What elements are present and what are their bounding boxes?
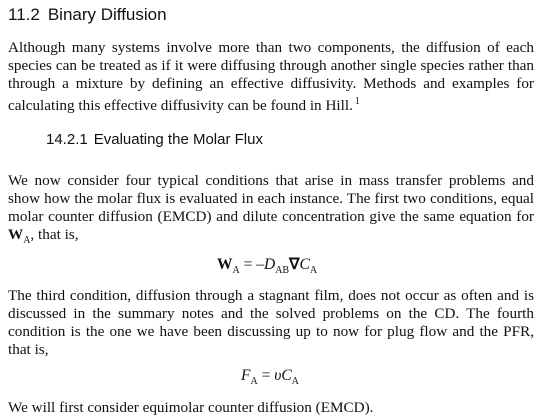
eq1-equals: = –: [239, 256, 264, 273]
eq2-equals: =: [257, 367, 275, 384]
section-title: Binary Diffusion: [47, 5, 167, 24]
eq1-concentration-subscript: A: [309, 265, 318, 276]
equation-plug-flow: [241, 367, 299, 387]
eq1-lhs-subscript: A: [232, 265, 240, 276]
subsection-title: Evaluating the Molar Flux: [93, 131, 263, 148]
paragraph-binary-diffusion: [8, 39, 534, 115]
eq2-velocity: υ: [274, 367, 282, 384]
paragraph-text: The third condition, diffusion through a stagnant film, does not occur as often and is discussed in the summary notes and the solved problems on the CD. The fourth condition is the one we have been discussing up to now for plug flow and the PFR, that is,: [8, 287, 534, 358]
eq2-concentration-subscript: A: [291, 376, 299, 387]
paragraph-text: We now consider four typical conditions that arise in mass transfer problems and show how the molar flux is evaluated in each instance. The first two conditions, equal molar counter diffusion (EMCD) and dilute concentration give the same equation for: [8, 172, 534, 225]
footnote-reference: 1: [354, 96, 360, 107]
paragraph-tail: , that is,: [30, 226, 79, 243]
eq2-lhs: F: [241, 367, 251, 384]
equation-emcd: [217, 255, 317, 276]
section-heading: [8, 5, 167, 25]
paragraph-text: We will first consider equimolar counter diffusion (EMCD).: [8, 399, 374, 416]
eq1-diffusivity: D: [263, 256, 276, 273]
eq1-concentration: C: [299, 256, 310, 273]
nabla-symbol: ∇: [289, 256, 300, 273]
eq1-diffusivity-subscript: AB: [275, 265, 290, 276]
flux-symbol: W: [8, 226, 24, 243]
eq1-lhs: W: [217, 256, 233, 273]
paragraph-molar-flux: [8, 172, 534, 250]
eq2-concentration: C: [281, 367, 292, 384]
flux-symbol-subscript: A: [23, 235, 31, 246]
eq2-lhs-subscript: A: [250, 376, 258, 387]
subsection-number: 14.2.1: [46, 131, 88, 148]
paragraph-emcd-intro: [8, 399, 534, 417]
paragraph-conditions: [8, 287, 534, 359]
subsection-heading: [46, 131, 263, 148]
section-number: 11.2: [8, 5, 40, 24]
paragraph-text: Although many systems involve more than two components, the diffusion of each species can be treated as if it were diffusing through another single species rather than through a mixture by defining an effective diffusivity. Methods and examples for calculating this effective diffusivity can be found in Hill.: [8, 39, 534, 114]
